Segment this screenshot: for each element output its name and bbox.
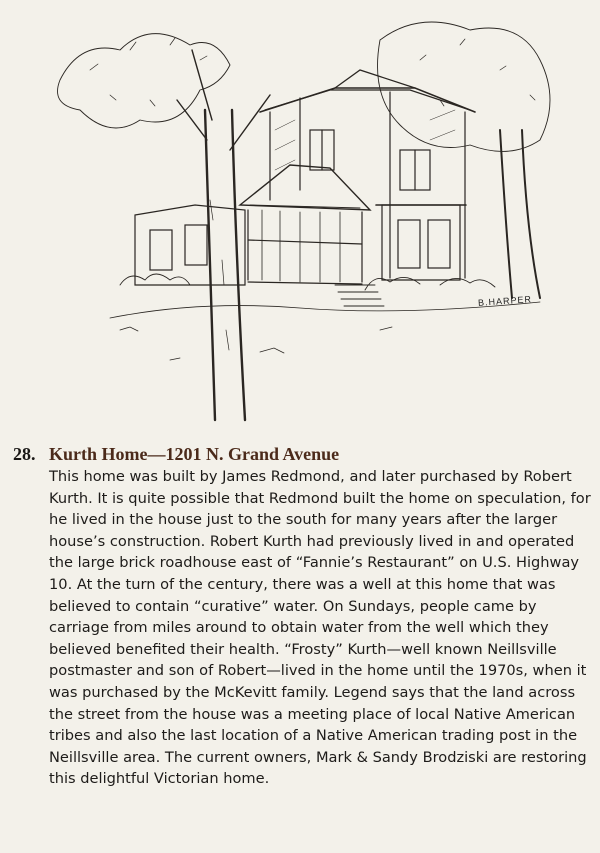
- entry-number: 28.: [13, 444, 36, 464]
- artist-signature: B.HARPER: [477, 294, 533, 308]
- entry-body-text: This home was built by James Redmond, and later purchased by Robert Kurth. It is quite possible that Redmond built the home on speculation, for he lived in the house just to the south for many years after the larger house’s construction. Robert Kurth had previously lived in and operated the large brick roadhouse east of “Fannie’s Restaurant” on U.S. Highway 10. At the turn of the century, there was a well at this home that was believed to contain “curative” water. On Sundays, people came by carriage from miles around to obtain water from the well which they believed benefited their health. “Frosty” Kurth—well known Neillsville postmaster and son of Robert—lived in the home until the 1970s, when it was purchased by the McKevitt family. Legend says that the land across the street from the house was a meeting place of local Native American tribes and also the last location of a Native American trading post in the Neillsville area. The current owners, Mark & Sandy Brodziski are restoring this delightful Victorian home.: [49, 468, 591, 788]
- entry-title: Kurth Home—1201 N. Grand Avenue: [49, 444, 340, 464]
